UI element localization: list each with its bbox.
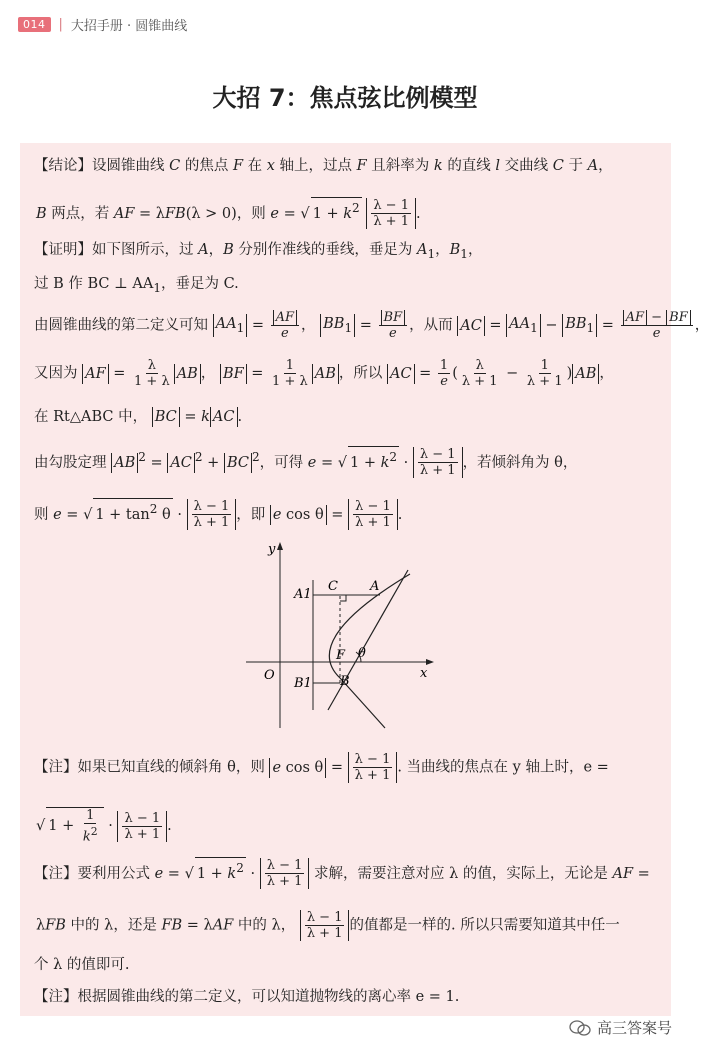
proof-line-3: 由圆锥曲线的第二定义可知 $AA_1$ = $\frac{AF}{e}$ ， $BB_1$ = $\frac{BF}{e}$ ，从而 AC = $AA_1 - BB_1$ = $\frac{AF - BF}{e}$ ，: [34, 310, 709, 341]
note-2-line-3: [34, 955, 130, 975]
text: 在: [247, 158, 263, 174]
text: 交曲线: [504, 158, 549, 174]
note-3: [34, 987, 459, 1007]
conclusion-line-2: B 两点，若 AF = λFB(λ > 0)，则 e = √ $1 + k^2$ $\frac{\lambda - 1}{\lambda + 1}$ .: [36, 198, 421, 230]
text: 【结论】设圆锥曲线: [34, 158, 165, 174]
label-b1: B1: [294, 676, 312, 691]
text: 的值都是一样的. 所以只需要知道其中任一: [349, 917, 620, 934]
text: 【注】要利用公式: [34, 865, 150, 882]
label-b: B: [340, 674, 350, 689]
text: ，所以: [338, 365, 383, 382]
page-title: 大招 7：焦点弦比例模型: [212, 84, 478, 112]
proof-line-5: 在 Rt△ABC 中， BC = k AC .: [34, 409, 243, 425]
wechat-icon: [569, 1020, 591, 1036]
text: 中的 λ，: [237, 917, 296, 934]
y-axis-arrow: [277, 542, 283, 550]
text: ，可得: [259, 454, 304, 471]
page-header: [18, 13, 187, 35]
note-2-line-2: λFB 中的 λ，还是 FB = λAF 中的 λ， $\frac{\lambda - 1}{\lambda + 1}$ 的值都是一样的. 所以只需要知道其中任一: [36, 910, 620, 941]
text: 两点，若: [51, 205, 110, 222]
text: 【注】根据圆锥曲线的第二定义，可以知道抛物线的离心率 e = 1.: [34, 989, 460, 1005]
text: 则: [34, 506, 49, 523]
label-f: F: [336, 648, 346, 663]
text: 【注】如果已知直线的倾斜角 θ，则: [34, 759, 265, 776]
text: 轴上，过点: [279, 158, 353, 174]
text: 求解，需要注意对应 λ 的值，实际上，无论是: [314, 865, 608, 882]
label-origin: O: [264, 668, 275, 683]
proof-line-6: 由勾股定理 AB $^2$ = AC $^2$ + BC $^2$，可得 e = √ $1 + k^2$ · $\frac{\lambda - 1}{\lambda + 1}$ ，若倾斜角为 θ，: [34, 447, 578, 479]
text: ，即: [236, 506, 266, 523]
text: . 当曲线的焦点在 y 轴上时，e =: [397, 759, 609, 776]
text: 【证明】如下图所示，过: [34, 242, 194, 258]
conclusion-line-1: 【结论】设圆锥曲线 C 的焦点 F 在 x 轴上，过点 F 且斜率为 k 的直线 l 交曲线 C 于 A，: [34, 158, 613, 174]
text: 由勾股定理: [34, 454, 107, 471]
text: 于: [568, 158, 583, 174]
focal-chord-diagram: [240, 540, 440, 730]
label-c: C: [328, 579, 338, 594]
text: 且斜率为: [371, 158, 430, 174]
breadcrumb: 大招手册 · 圆锥曲线: [70, 18, 188, 34]
page-number: 014: [18, 17, 51, 32]
label-theta: θ: [358, 646, 366, 661]
note-1-line-2: √ 1 + $\frac{1}{k^2}$ · $\frac{\lambda - 1}{\lambda + 1}$ .: [36, 808, 172, 845]
right-angle-mark: [340, 595, 346, 601]
text: ，则: [236, 205, 266, 222]
text: 的焦点: [184, 158, 229, 174]
text: 过 B 作 BC ⊥ AA: [34, 276, 154, 292]
label-y: y: [268, 542, 276, 557]
text: 中的 λ，还是: [70, 917, 157, 934]
x-axis-arrow: [426, 659, 434, 665]
text: ，从而: [409, 317, 453, 334]
text: ，若倾斜角为 θ，: [462, 454, 578, 471]
watermark-text: 高三答案号: [596, 1019, 672, 1037]
text: 由圆锥曲线的第二定义可知: [34, 317, 208, 334]
header-separator: |: [58, 16, 63, 32]
proof-line-1: 【证明】如下图所示，过 A，B 分别作准线的垂线，垂足为 $A_1$，$B_1$，: [34, 242, 483, 261]
note-2-line-1: 【注】要利用公式 e = √ $1 + k^2$ · $\frac{\lambda - 1}{\lambda + 1}$ 求解，需要注意对应 λ 的值，实际上，无论是 AF =: [34, 858, 650, 890]
proof-line-7: 则 e = √ $1 + \tan^2 \theta$ · $\frac{\lambda - 1}{\lambda + 1}$ ，即 e cos θ = $\frac{\lambda - 1}{\lambda + 1}$ .: [34, 499, 403, 531]
text: 又因为: [34, 365, 78, 382]
note-1-line-1: 【注】如果已知直线的倾斜角 θ，则 e cos θ = $\frac{\lambda - 1}{\lambda + 1}$ . 当曲线的焦点在 y 轴上时，e =: [34, 752, 609, 783]
label-a1: A1: [294, 587, 312, 602]
label-x: x: [420, 666, 428, 681]
text: ，垂足为 C.: [161, 276, 239, 292]
proof-line-2: 过 B 作 BC ⊥ $AA_1$，垂足为 C.: [34, 276, 239, 295]
text: 的直线: [447, 158, 491, 174]
text: 个 λ 的值即可.: [34, 957, 130, 973]
proof-line-4: 又因为 AF = $\frac{\lambda}{1 + \lambda}$ AB ， BF = $\frac{1}{1 + \lambda}$ AB ，所以 AC = $\frac{1}{e}$ ( $\frac{\lambda}{\lambda + 1}$ − $\frac{1}{\lambda + 1}$ ) AB ，: [34, 358, 614, 389]
watermark: [569, 1017, 672, 1038]
text: 在 Rt△ABC 中，: [34, 409, 148, 425]
label-a: A: [370, 579, 380, 594]
text: 分别作准线的垂线，垂足为: [238, 242, 413, 258]
